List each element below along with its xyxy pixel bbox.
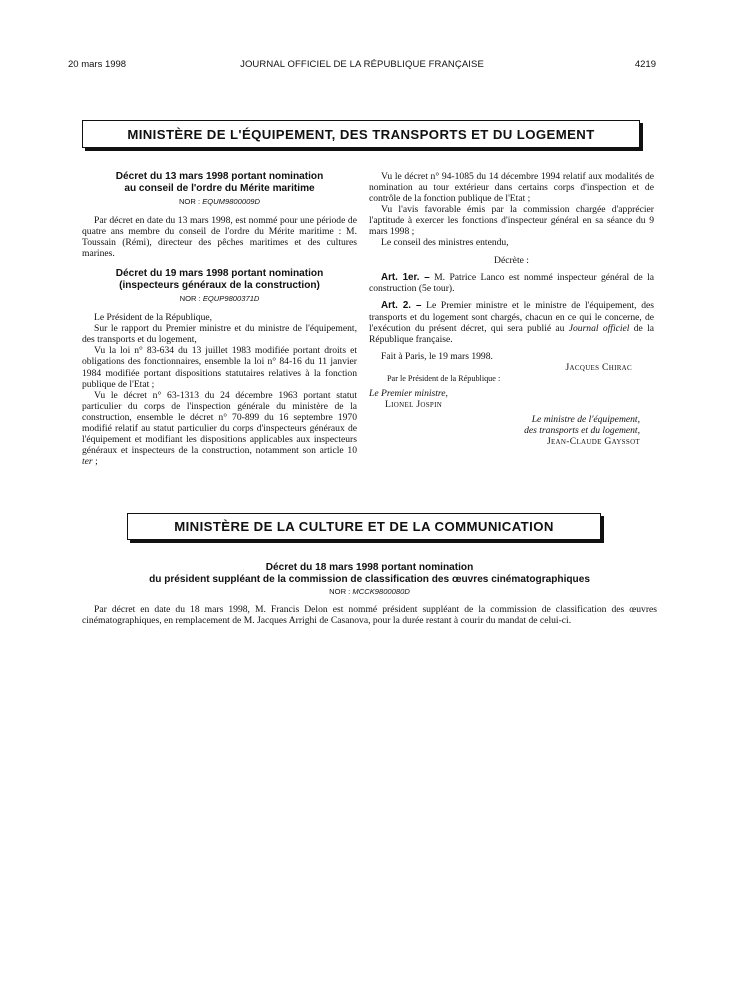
journal-title: JOURNAL OFFICIEL DE LA RÉPUBLIQUE FRANÇAISE <box>240 59 484 70</box>
minister-name: Jean-Claude Gayssot <box>546 435 640 447</box>
decree-visa: Vu le décret n° 94-1085 du 14 décembre 1994 relatif aux modalités de nomination au tour extérieur dans certains corps d'inspection et de contrôle de la fonction publique de l'Etat ; <box>369 171 654 205</box>
decree-visa: Vu la loi n° 83-634 du 13 juillet 1983 modifiée portant droits et obligations des fonctionnaires, ensemble la loi n° 84-16 du 11 janvier 1984 modifiée portant dispositions statutaires relatives à la fonction publique de l'Etat ; <box>82 345 357 390</box>
decree-13-mars <box>82 171 357 259</box>
nor-code: MCCK9800080D <box>352 587 410 596</box>
decree-body: Par décret en date du 13 mars 1998, est nommé pour une période de quatre ans membre du conseil de l'ordre du Mérite maritime : M. Toussain (Rémi), directeur des pêches maritimes et des cultures marines. <box>82 215 357 260</box>
left-column <box>82 171 357 467</box>
ministry-heading-equipement <box>82 120 640 148</box>
page-number: 4219 <box>634 59 656 70</box>
nor-label: NOR : <box>178 197 201 206</box>
decree-title-line2: (inspecteurs généraux de la construction) <box>119 279 320 291</box>
decree-rapport: Sur le rapport du Premier ministre et du ministre de l'équipement, des transports et du logement, <box>82 323 357 346</box>
nor-code: EQUM9800009D <box>202 197 261 206</box>
ministry-title: MINISTÈRE DE L'ÉQUIPEMENT, DES TRANSPORTS ET DU LOGEMENT <box>127 126 595 142</box>
decree-preamble: Le Président de la République, <box>94 312 213 324</box>
article-label: Art. 1er. – <box>381 272 430 284</box>
running-header <box>68 59 656 73</box>
ministry-title: MINISTÈRE DE LA CULTURE ET DE LA COMMUNICATION <box>174 519 554 534</box>
decree-title-line1: Décret du 13 mars 1998 portant nomination <box>115 171 324 182</box>
right-column <box>369 171 654 447</box>
nor-reference <box>82 293 357 304</box>
decree-visa: Vu le décret n° 63-1313 du 24 décembre 1963 portant statut particulier du corps de l'inspection générale du ministère de la construction, ensemble le décret n° 70-899 du 16 septembre 1970 modifié relatif au statut particulier du corps d'inspecteurs généraux de l'équipement et modifiant les dispositions applicables aux inspecteurs généraux et inspecteurs de la construction, notamment son article 10 ter ; <box>82 389 357 467</box>
article-1: Art. 1er. – M. Patrice Lanco est nommé inspecteur général de la construction (5e tour). <box>369 272 655 295</box>
prime-minister-title: Le Premier ministre, <box>369 387 448 399</box>
decree-title-line2: au conseil de l'ordre du Mérite maritime <box>124 182 315 194</box>
header-date: 20 mars 1998 <box>68 59 127 70</box>
minister-title-line2: des transports et du logement, <box>524 424 640 436</box>
nor-label: NOR : <box>329 587 351 596</box>
decree-19-mars <box>82 268 357 467</box>
decree-decrete: Décrète : <box>494 255 529 267</box>
decree-title-line1: Décret du 19 mars 1998 portant nomination <box>115 268 324 280</box>
decree-18-mars <box>82 562 657 626</box>
signatory-president: Jacques Chirac <box>565 361 632 373</box>
nor-reference <box>82 587 657 596</box>
par-le-president: Par le Président de la République : <box>387 373 501 383</box>
nor-reference <box>82 196 357 207</box>
decree-title-line2: du président suppléant de la commission de classification des œuvres cinématographiques <box>149 573 590 585</box>
decree-visa: Vu l'avis favorable émis par la commission chargée d'apprécier l'aptitude à exercer les fonctions d'inspecteur général en sa séance du 9 mars 1998 ; <box>369 204 654 238</box>
place-date: Fait à Paris, le 19 mars 1998. <box>381 350 493 362</box>
nor-label: NOR : <box>179 294 201 304</box>
nor-code: EQUP9800371D <box>202 294 260 304</box>
minister-title-line1: Le ministre de l'équipement, <box>531 413 640 425</box>
article-label: Art. 2. – <box>381 300 422 312</box>
decree-council: Le conseil des ministres entendu, <box>381 237 509 249</box>
decree-body: Par décret en date du 18 mars 1998, M. Francis Delon est nommé président suppléant de la commission de classification des œuvres cinématographiques, en remplacement de M. Jacques Arrighi de Casanova, pour la durée restant à courir du mandat de celui-ci. <box>82 604 657 627</box>
prime-minister-name: Lionel Jospin <box>385 398 443 410</box>
ministry-heading-culture <box>127 513 601 540</box>
article-2: Art. 2. – Le Premier ministre et le ministre de l'équipement, des transports et du logement sont chargés, chacun en ce qui le concerne, de l'exécution du présent décret, qui sera publié au Journal officiel de la République française. <box>369 300 655 345</box>
decree-title-line1: Décret du 18 mars 1998 portant nomination <box>265 562 474 573</box>
